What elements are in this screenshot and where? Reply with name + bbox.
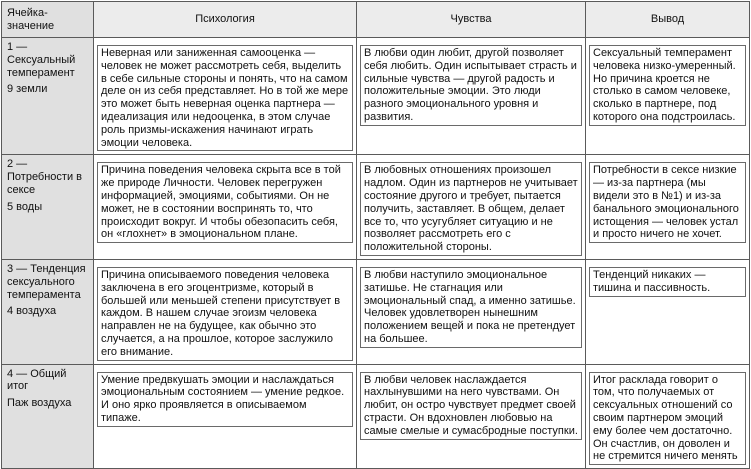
header-conclusion	[586, 2, 750, 38]
header-psychology-label: Психология	[195, 13, 255, 26]
row-psychology-text: Причина поведения человека скрыта все в той же природе Личности. Человек перегружен информацией, эмоциями, событиями. Он не может, не в состоянии воспринять то, что происходит вокруг. И чтобы обезопасить себя, он «глохнет» в эмоциональном плане.	[97, 162, 353, 243]
row-feelings-text: В любви один любит, другой позволяет себя любить. Один испытывает страсть и сильные чувства — другой радость и положительные эмоции. Это люди разного эмоционального уровня и развития.	[360, 45, 582, 126]
row-psychology	[94, 259, 357, 364]
header-cell-label: Ячейка-значение	[7, 6, 55, 32]
row-feelings	[357, 259, 586, 364]
row-conclusion-text: Тенденций никаких — тишина и пассивность.	[589, 267, 746, 297]
row-cell-title: 1 — Сексуальный темперамент	[7, 41, 76, 79]
row-feelings	[357, 155, 586, 260]
row-cell-title: 4 — Общий итог	[7, 367, 67, 393]
row-feelings-text: В любви человек наслаждается нахлынувшими на него чувствами. Он любит, он остро чувствует предмет своей страсти. Он вдохновлен любовью на самые смелые и сумасбродные поступки.	[360, 372, 582, 440]
header-conclusion-label: Вывод	[650, 13, 685, 26]
row-psychology	[94, 38, 357, 155]
row-conclusion-text: Сексуальный темперамент человека низко-умеренный. Но причина кроется не столько в самом человеке, сколько в партнере, под которого она подстроилась.	[589, 45, 746, 126]
row-psychology	[94, 155, 357, 260]
row-psychology-text: Умение предвкушать эмоции и наслаждаться эмоциональным состоянием — умение редкое. И оно ярко проявляется в описываемом типаже.	[97, 372, 353, 427]
row-cell-name	[2, 259, 94, 364]
row-cell-name	[2, 38, 94, 155]
row-psychology-text: Причина описываемого поведения человека заключена в его эгоцентризме, который в большей или меньшей степени присутствует в каждом. В нашем случае эгоизм человека направлен не на будущее, как обычно это случается, а на прошлое, которое заслужило его внимание.	[97, 267, 353, 361]
header-feelings-label: Чувства	[450, 13, 492, 26]
table-row	[2, 38, 750, 155]
table-row	[2, 155, 750, 260]
row-conclusion	[586, 38, 750, 155]
row-feelings-text: В любви наступило эмоциональное затишье. Не стагнация или эмоциональный спад, а именно затишье. Человек удовлетворен нынешним положением вещей и пока не претендует на большее.	[360, 267, 582, 348]
row-psychology-text: Неверная или заниженная самооценка — человек не может рассмотреть себя, выделить в себе сильные стороны и понять, что на самом деле он из себя представляет. Но в той же мере это может быть неверная оценка партнера — идеализация или недооценка, в этом случае роль призмы-искажения начинают играть эмоции человека.	[97, 45, 353, 151]
tarot-interpretation-table	[1, 1, 750, 469]
row-cell-title: 3 — Тенденция сексуального темперамента	[7, 262, 86, 301]
row-cell-title: 2 — Потребности в сексе	[7, 158, 83, 196]
header-psychology	[94, 2, 357, 38]
row-feelings-text: В любовных отношениях произошел надлом. Один из партнеров не учитывает состояние другого и требует, пытается получить, заставляет. В общем, делает все то, что усугубляет ситуацию и не позволяет рассмотреть его с положительной стороны.	[360, 162, 582, 256]
row-conclusion-text: Итог расклада говорит о том, что получаемых от сексуальных отношений со своим партнером эмоций ему более чем достаточно. Он счастлив, он доволен и не стремится ничего менять	[589, 372, 746, 466]
row-conclusion	[586, 364, 750, 469]
row-conclusion-text: Потребности в сексе низкие — из-за партнера (мы видели это в №1) и из-за банального эмоционального истощения — человек устал и просто ничего не хочет.	[589, 162, 746, 243]
row-cell-element: 4 воздуха	[7, 305, 57, 318]
row-feelings	[357, 364, 586, 469]
table-row	[2, 364, 750, 469]
row-cell-element: 9 земли	[7, 83, 48, 96]
row-feelings	[357, 38, 586, 155]
header-cell	[2, 2, 94, 38]
row-psychology	[94, 364, 357, 469]
table-row	[2, 259, 750, 364]
row-cell-element: 5 воды	[7, 200, 43, 213]
header-feelings	[357, 2, 586, 38]
header-row	[2, 2, 750, 38]
row-cell-name	[2, 364, 94, 469]
row-conclusion	[586, 259, 750, 364]
row-cell-element: Паж воздуха	[7, 397, 72, 410]
row-cell-name	[2, 155, 94, 260]
row-conclusion	[586, 155, 750, 260]
